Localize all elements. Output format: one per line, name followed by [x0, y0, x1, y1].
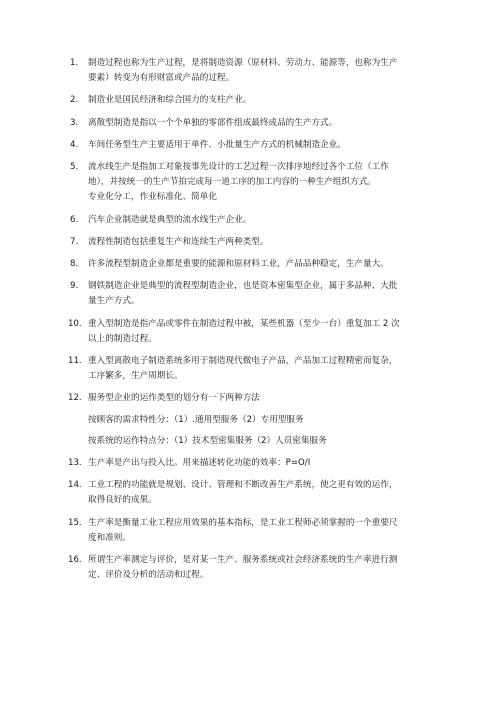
item-number: 4.: [70, 139, 79, 150]
item-number: 8.: [70, 259, 79, 270]
item-number: 9.: [70, 281, 79, 292]
list-item: [70, 456, 440, 471]
item-number: 2.: [70, 95, 79, 106]
item-number: 11.: [68, 356, 82, 367]
item-text-line: 度和准则。: [88, 532, 131, 543]
list-item: [70, 116, 440, 131]
list-item: [70, 478, 440, 508]
item-text-line: 重入型离散电子制造系统多用于制造现代微电子产品，产品加工过程精密而复杂，: [88, 356, 398, 367]
item-text-line: 流水线生产是指加工对象按事先设计的工艺过程一次排序地经过各个工位（工作: [88, 162, 389, 173]
list-item: [70, 279, 440, 309]
item-text-line: 生产率是产出与投入比。用来描述转化功能的效率：P=O/I: [88, 458, 311, 469]
item-number: 14.: [68, 480, 82, 491]
item-text-line: 车间任务型生产主要适用于单件、小批量生产方式的机械制造企业。: [88, 139, 346, 150]
item-number: 16.: [68, 555, 82, 566]
item-number: 3.: [70, 117, 79, 128]
list-item: [70, 56, 440, 86]
item-text-line: 工业工程的功能就是规划、设计、管理和不断改善生产系统，使之更有效的运作，: [88, 480, 398, 491]
item-text-line: 离散型制造是指以一个个单独的零部件组成最终成品的生产方式。: [88, 117, 338, 128]
item-number: 12.: [68, 393, 82, 404]
item-number: 5.: [70, 162, 79, 173]
item-number: 13.: [68, 458, 82, 469]
item-text-line: 重入型制造是指产品或零件在制造过程中被，某些机器（至少一台）重复加工 2 次: [88, 318, 400, 329]
list-item: [70, 354, 440, 384]
item-text-line: 流程性制造包括重复生产和连续生产两种类型。: [88, 236, 269, 247]
item-text-line: 许多流程型制造企业都是重要的能源和原材料工业，产品品种稳定，生产量大。: [88, 259, 389, 270]
item-number: 6.: [70, 214, 79, 225]
numbered-list: [70, 56, 440, 590]
list-item: [70, 235, 440, 250]
item-number: 1.: [70, 58, 79, 68]
item-text-line: 取得良好的成果。: [88, 495, 157, 506]
item-text-line: 以上的制造过程。: [88, 333, 157, 344]
item-sub-line: 按顾客的需求特性分：（1）.通用型服务（2）专用型服务: [88, 414, 304, 425]
item-number: 15.: [68, 517, 82, 528]
list-item: [70, 391, 440, 449]
item-number: 7.: [70, 236, 79, 247]
item-text-line: 钢铁制造企业是典型的流程型制造企业，也是资本密集型企业，属于多品种、大批: [88, 281, 398, 292]
item-text-line: 生产率是衡量工业工程应用效果的基本指标，是工业工程师必须掌握的一个重要尺: [88, 517, 398, 528]
list-item: [70, 317, 440, 347]
item-text-line: 所谓生产率测定与评价，是对某一生产、服务系统或社会经济系统的生产率进行测: [88, 555, 398, 566]
item-text-line: 定、评价及分析的活动和过程。: [88, 570, 209, 581]
item-text-line: 制造业是国民经济和综合国力的支柱产业。: [88, 95, 252, 106]
item-number: 10.: [68, 318, 82, 329]
list-item: [70, 213, 440, 228]
item-sub-line: 按系统的运作特点分：（1）技术型密集服务（2）人员密集服务: [88, 435, 327, 446]
item-text-line: 制造过程也称为生产过程，是将制造资源（原材料、劳动力、能源等，也称为生产: [88, 58, 398, 68]
list-item: [70, 93, 440, 108]
list-item: [70, 553, 440, 583]
item-text-line: 地），并按统一的生产节拍完成每一道工序的加工内容的一种生产组织方式。: [88, 177, 376, 188]
item-text-line: 专业化分工，作业标准化、简单化: [88, 192, 217, 203]
list-item: [70, 160, 440, 206]
item-text-line: 汽车企业制造就是典型的流水线生产企业。: [88, 214, 252, 225]
list-item: [70, 516, 440, 546]
list-item: [70, 138, 440, 153]
item-text-line: 服务型企业的运作类型的划分有一下两种方法: [88, 393, 260, 404]
item-text-line: 量生产方式。: [88, 296, 140, 307]
item-text-line: 要素）转变为有形财富或产品的过程。: [88, 73, 235, 84]
list-item: [70, 257, 440, 272]
item-text-line: 工序繁多，生产周期长。: [88, 371, 183, 382]
